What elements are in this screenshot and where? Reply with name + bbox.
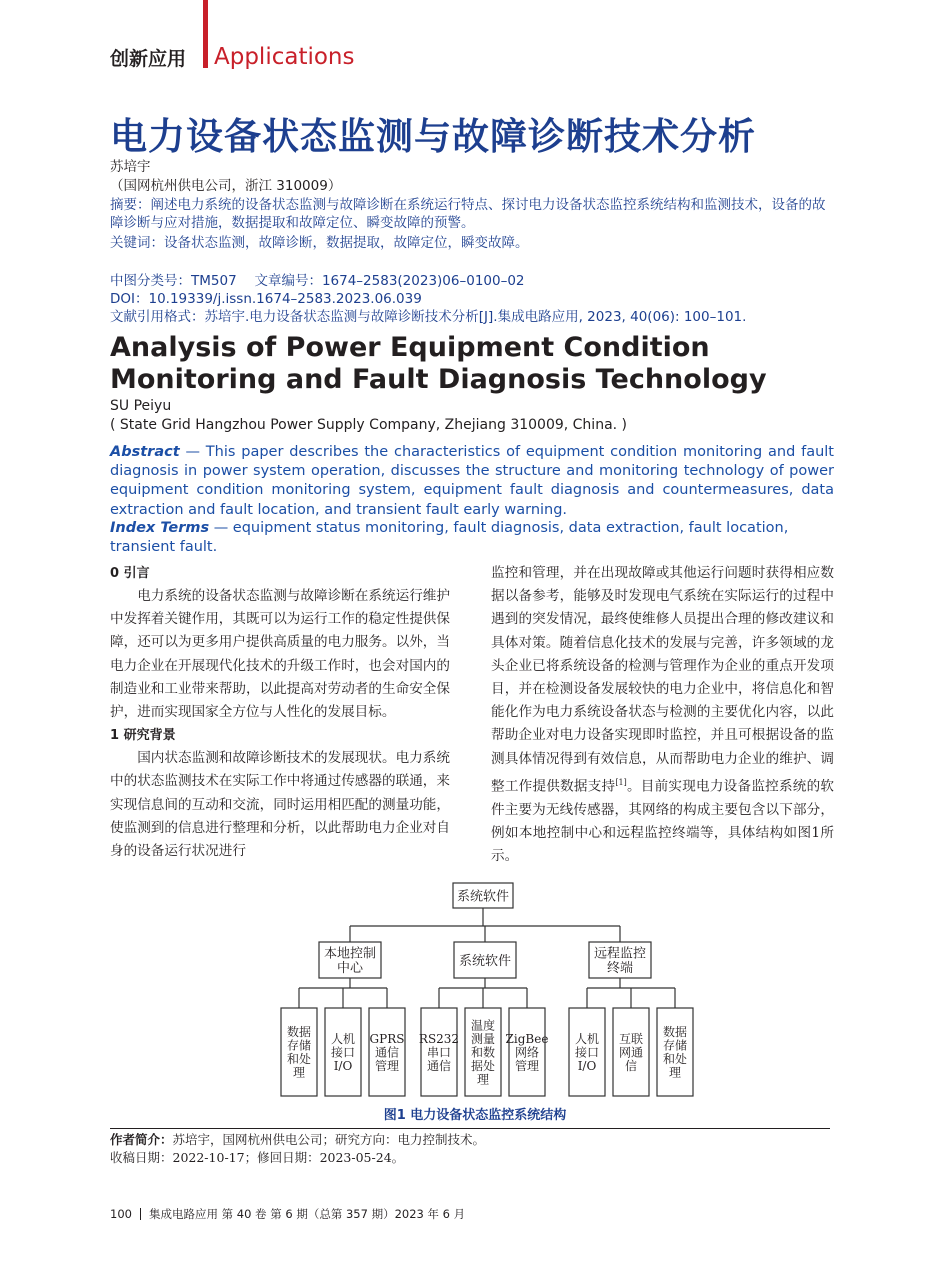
page-footer: [110, 1206, 465, 1222]
mid-node-label: 终端: [606, 961, 634, 976]
bio-label: 作者简介：: [110, 1132, 173, 1147]
leaf-node-label: 串口: [426, 1045, 452, 1060]
body-column-right: [491, 562, 834, 868]
leaf-node-label: 信: [624, 1058, 638, 1073]
abstract-en: [110, 443, 834, 520]
leaf-node-label: 管理: [514, 1058, 540, 1073]
leaf-node-label: 测量: [470, 1031, 496, 1046]
journal-info: 集成电路应用 第 40 卷 第 6 期（总第 357 期）2023 年 6 月: [148, 1207, 466, 1221]
index-terms: [110, 519, 834, 557]
classification-line: 中图分类号：TM507 文章编号：1674–2583(2023)06–0100–02: [110, 273, 525, 289]
page-title-en: Analysis of Power Equipment Condition Monitoring and Fault Diagnosis Technology: [110, 332, 767, 395]
leaf-node-label: 数据: [286, 1025, 312, 1039]
abstract-cn: 摘要：阐述电力系统的设备状态监测与故障诊断在系统运行特点、探讨电力设备状态监控系统结构和监测技术，设备的故障诊断与应对措施，数据提取和故障定位、瞬变故障的预警。: [110, 197, 826, 231]
leaf-node-label: 人机: [574, 1031, 600, 1046]
index-terms-label: Index Terms: [110, 520, 210, 536]
mid-node-label: 远程监控: [593, 946, 647, 962]
leaf-node-label: 理: [668, 1065, 682, 1080]
leaf-node-label: 理: [476, 1072, 490, 1087]
page-title-cn: 电力设备状态监测与故障诊断技术分析: [110, 115, 756, 158]
bio-text: 苏培宇，国网杭州供电公司；研究方向：电力控制技术。: [172, 1132, 486, 1147]
system-structure-diagram: [275, 880, 715, 1102]
leaf-node-label: 接口: [330, 1045, 356, 1060]
leaf-node-label: ZigBee: [505, 1031, 549, 1046]
article-meta: [110, 272, 835, 326]
body-column-left: [110, 562, 450, 863]
footer-divider: [140, 1208, 141, 1220]
section-heading-1: 1 研究背景: [110, 728, 176, 744]
leaf-node-label: 据处: [470, 1058, 496, 1073]
leaf-node-label: 数据: [662, 1025, 688, 1039]
abstract-en-text: — This paper describes the characteristics of equipment condition monitoring and fault diagnosis in power system operation, discusses the structure and monitoring technology of power equipment condition monitoring system, equipment fault diagnosis and countermeasures, data extraction and fault location, and transient fault early warning.: [110, 444, 834, 518]
index-terms-text: — equipment status monitoring, fault diagnosis, data extraction, fault location, transient fault.: [110, 520, 789, 556]
section-heading-0: 0 引言: [110, 566, 150, 581]
leaf-node-label: 和数: [470, 1045, 496, 1060]
leaf-node-label: 通信: [374, 1045, 400, 1060]
footnote-divider: [110, 1128, 830, 1129]
doi-line[interactable]: DOI：10.19339/j.issn.1674–2583.2023.06.039: [110, 291, 422, 307]
figure-caption: 图1 电力设备状态监控系统结构: [383, 1108, 567, 1123]
mid-node-label: 系统软件: [458, 953, 512, 969]
mid-node-label: 中心: [336, 961, 364, 976]
affiliation-cn: （国网杭州供电公司，浙江 310009）: [110, 178, 342, 194]
paragraph: 监控和管理，并在出现故障或其他运行问题时获得相应数据以备参考，能够及时发现电气系统在实际运行的过程中遇到的突发情况，最终使维修人员提出合理的修改建议和具体对策。随着信息化技术的发展与完善，许多领域的龙头企业已将系统设备的检测与管理作为企业的重点开发项目，并在检测设备发展较快的电力企业中，将信息化和智能化作为电力系统设备状态与检测的主要优化内容，以此帮助企业对电力设备实现即时监控，并且可根据设备的监测具体情况得到有效信息，从而帮助电力企业的维护、调整工作提供数据支持[1]。目前实现电力设备监控系统的软件主要为无线传感器，其网络的构成主要包含以下部分，例如本地控制中心和远程监控终端等，具体结构如图1所示。: [491, 565, 835, 864]
author-bio: [110, 1131, 485, 1167]
leaf-node-label: 互联: [618, 1031, 644, 1046]
leaf-node-label: 网络: [514, 1045, 540, 1060]
leaf-node-label: GPRS: [369, 1031, 405, 1046]
leaf-node-label: 存储: [662, 1038, 688, 1053]
leaf-node-label: 人机: [330, 1031, 356, 1046]
paragraph: 电力系统的设备状态监测与故障诊断在系统运行维护中发挥着关键作用，其既可以为运行工作的稳定性提供保障，还可以为更多用户提供高质量的电力服务。以外，当电力企业在开展现代化技术的升级工作时，也会对国内的制造业和工业带来帮助，以此提高对劳动者的生命安全保护，进而实现国家全方位与人性化的发展目标。: [110, 588, 450, 721]
header-accent-bar: [203, 0, 208, 68]
leaf-node-label: I/O: [577, 1058, 597, 1073]
section-label-cn: 创新应用: [110, 48, 187, 70]
received-dates: 收稿日期：2022-10-17；修回日期：2023-05-24。: [110, 1150, 405, 1165]
leaf-node-label: 通信: [426, 1058, 452, 1073]
paragraph: 国内状态监测和故障诊断技术的发展现状。电力系统中的状态监测技术在实际工作中将通过传感器的联通，来实现信息间的互动和交流，同时运用相匹配的测量功能，使监测到的信息进行整理和分析，以此帮助电力企业对自身的设备运行状况进行: [110, 750, 450, 860]
leaf-node-label: I/O: [333, 1058, 353, 1073]
leaf-node-label: 管理: [374, 1058, 400, 1073]
keywords-cn: 关键词：设备状态监测，故障诊断，数据提取，故障定位，瞬变故障。: [110, 235, 529, 251]
mid-node-label: 本地控制: [323, 946, 377, 962]
citation-line: 文献引用格式：苏培宇.电力设备状态监测与故障诊断技术分析[J].集成电路应用, 2023, 40(06): 100–101.: [110, 309, 747, 325]
abstract-en-label: Abstract: [110, 444, 180, 460]
leaf-node-label: 理: [292, 1065, 306, 1080]
leaf-node-label: 存储: [286, 1038, 312, 1053]
leaf-node-label: 接口: [574, 1045, 600, 1060]
leaf-node-label: 温度: [470, 1018, 496, 1033]
leaf-node-label: RS232: [418, 1031, 460, 1046]
page-number: 100: [110, 1207, 132, 1221]
leaf-node-label: 网通: [618, 1045, 644, 1060]
author-en: SU Peiyu: [110, 398, 172, 414]
root-node-label: 系统软件: [456, 889, 510, 905]
reference-marker[interactable]: [1]: [615, 777, 627, 787]
leaf-node-label: 和处: [662, 1052, 688, 1066]
affiliation-en: ( State Grid Hangzhou Power Supply Company, Zhejiang 310009, China. ): [110, 417, 628, 433]
author-cn: 苏培宇: [110, 159, 151, 175]
leaf-node-label: 和处: [286, 1052, 312, 1066]
section-label-en: Applications: [214, 44, 355, 70]
